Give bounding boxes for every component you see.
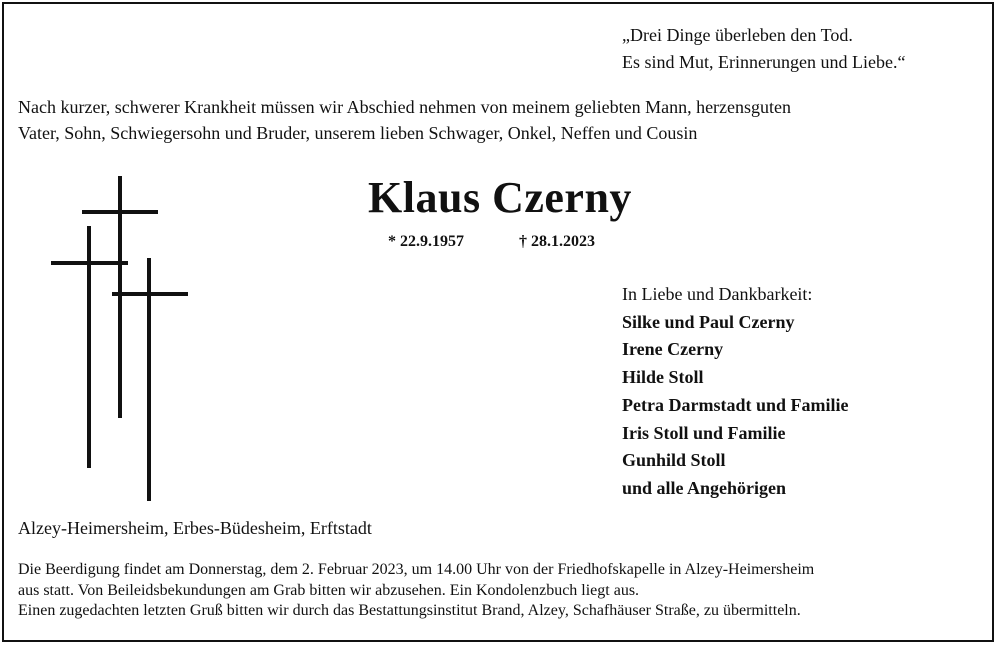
mourner-name: Gunhild Stoll xyxy=(622,450,726,471)
mourner-name: Hilde Stoll xyxy=(622,367,704,388)
mourner-name: Irene Czerny xyxy=(622,339,724,360)
quote-line: Es sind Mut, Erinnerungen und Liebe.“ xyxy=(622,52,906,72)
mourner-name: Petra Darmstadt und Familie xyxy=(622,394,849,415)
funeral-notice xyxy=(18,560,983,622)
mourner-name: und alle Angehörigen xyxy=(622,477,787,498)
funeral-line: Einen zugedachten letzten Gruß bitten wir durch das Bestattungsinstitut Brand, Alzey, Schafhäuser Straße, zu übermitteln. xyxy=(18,602,801,619)
quote-line: „Drei Dinge überleben den Tod. xyxy=(622,25,853,45)
epigraph-quote xyxy=(622,22,905,76)
funeral-line: aus statt. Von Beileidsbekundungen am Grab bitten wir abzusehen. Ein Kondolenzbuch liegt aus. xyxy=(18,581,640,599)
death-date: † 28.1.2023 xyxy=(519,233,595,250)
intro-line: Nach kurzer, schwerer Krankheit müssen wir Abschied nehmen von meinem geliebten Mann, herzensguten xyxy=(18,97,792,117)
birth-date: * 22.9.1957 xyxy=(388,233,464,250)
intro-text xyxy=(18,94,978,146)
funeral-line: Die Beerdigung findet am Donnerstag, dem 2. Februar 2023, um 14.00 Uhr von der Friedhofskapelle in Alzey-Heimersheim xyxy=(18,561,815,578)
intro-line: Vater, Sohn, Schwiegersohn und Bruder, unserem lieben Schwager, Onkel, Neffen und Cousin xyxy=(18,123,698,143)
deceased-name: Klaus Czerny xyxy=(368,173,632,222)
mourners-list xyxy=(622,281,848,503)
mourner-name: Iris Stoll und Familie xyxy=(622,422,786,443)
mourners-heading: In Liebe und Dankbarkeit: xyxy=(622,284,813,304)
mourner-name: Silke und Paul Czerny xyxy=(622,311,795,332)
places-line: Alzey-Heimersheim, Erbes-Büdesheim, Erftstadt xyxy=(18,518,372,538)
